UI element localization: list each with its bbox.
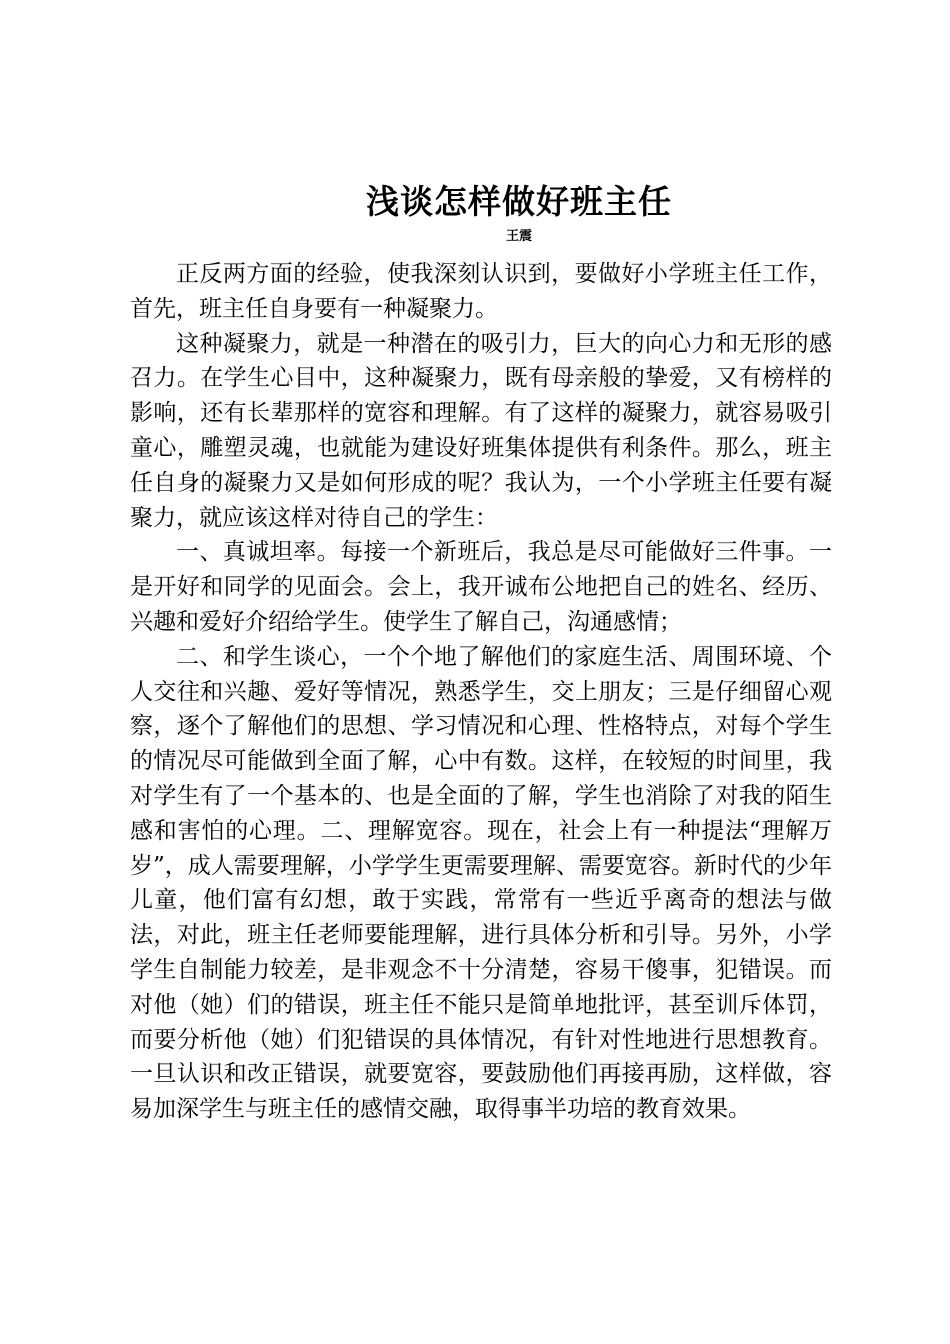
- paragraph: 正反两方面的经验，使我深刻认识到，要做好小学班主任工作，首先，班主任自身要有一种凝聚力。: [130, 261, 832, 322]
- paragraph: 这种凝聚力，就是一种潜在的吸引力，巨大的向心力和无形的感召力。在学生心目中，这种凝聚力，既有母亲般的挚爱，又有榜样的影响，还有长辈那样的宽容和理解。有了这样的凝聚力，就容易吸引童心，雕塑灵魂，也就能为建设好班集体提供有利条件。那么，班主任自身的凝聚力又是如何形成的呢？我认为，一个小学班主任要有凝聚力，就应该这样对待自己的学生：: [130, 330, 832, 531]
- document-body: [130, 257, 832, 1127]
- document-title: 浅谈怎样做好班主任: [366, 182, 672, 221]
- document-author: 王震: [505, 229, 532, 244]
- paragraph: 一、真诚坦率。每接一个新班后，我总是尽可能做好三件事。一是开好和同学的见面会。会上，我开诚布公地把自己的姓名、经历、兴趣和爱好介绍给学生。使学生了解自己，沟通感情；: [130, 539, 832, 635]
- paragraph: 二、和学生谈心，一个个地了解他们的家庭生活、周围环境、个人交往和兴趣、爱好等情况，熟悉学生，交上朋友；三是仔细留心观察，逐个了解他们的思想、学习情况和心理、性格特点，对每个学生的情况尽可能做到全面了解，心中有数。这样，在较短的时间里，我对学生有了一个基本的、也是全面的了解，学生也消除了对我的陌生感和害怕的心理。二、理解宽容。现在，社会上有一种提法“理解万岁”，成人需要理解，小学学生更需要理解、需要宽容。新时代的少年儿童，他们富有幻想，敢于实践，常常有一些近乎离奇的想法与做法，对此，班主任老师要能理解，进行具体分析和引导。另外，小学学生自制能力较差，是非观念不十分清楚，容易干傻事，犯错误。而对他（她）们的错误，班主任不能只是简单地批评，甚至训斥体罚，而要分析他（她）们犯错误的具体情况，有针对性地进行思想教育。一旦认识和改正错误，就要宽容，要鼓励他们再接再励，这样做，容易加深学生与班主任的感情交融，取得事半功培的教育效果。: [130, 643, 832, 1123]
